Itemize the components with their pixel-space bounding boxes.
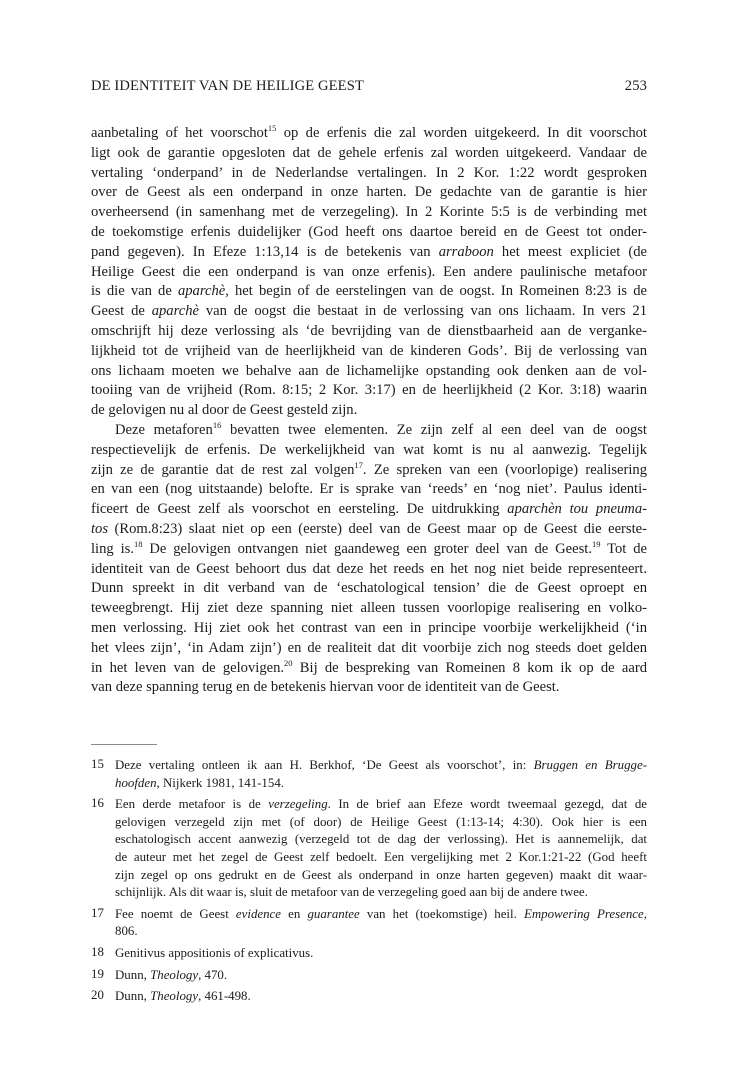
text-run: het vlees zijn’, ‘in Adam zijn’) en de realiteit dat dit voorbije zich nog steeds doet gelden [91, 639, 647, 656]
text-run: en [281, 906, 308, 921]
text-run: zijn ze de garantie dat de rest zal volgen [91, 461, 355, 478]
footnote [91, 906, 647, 941]
text-line [91, 144, 647, 164]
footnote-number: 18 [91, 944, 104, 959]
text-run: ficeert de Geest zelf als voorschot en eersteling. De uitdrukking [91, 501, 508, 518]
italic-run: Bruggen en Brugge- [533, 758, 647, 772]
text-run: , [643, 906, 647, 921]
text-line [91, 164, 647, 184]
text-line [91, 342, 647, 362]
footnote-line [115, 967, 647, 985]
text-run: en van een (nog uitstaande) belofte. Er is sprake van ‘reeds’ en ‘nog niet’. Paulus identi- [91, 481, 647, 498]
text-run: in het leven van de gelovigen. [91, 659, 285, 676]
footnote-line [115, 906, 647, 924]
text-run: Dunn spreekt in dit verband van de ‘eschatological tension’ die de Geest oproept en [91, 580, 647, 597]
text-run: teweegbrengt. Hij ziet deze spanning niet alleen tussen voorlopige realisering en volko- [91, 600, 647, 617]
text-run: overheersend (in samenhang met de verzegeling). In 2 Korinte 5:5 is de verbinding met [91, 204, 647, 221]
text-run: ling is. [91, 540, 134, 557]
text-run: bevatten twee elementen. Ze zijn zelf al een deel van de oogst [221, 421, 647, 438]
italic-run: evidence [235, 906, 282, 921]
footnote-text [115, 967, 647, 985]
text-line [91, 639, 647, 659]
footnote [91, 945, 647, 963]
text-line [91, 263, 647, 283]
text-run: . In de brief aan Efeze wordt tweemaal gezegd, dat de [327, 797, 647, 812]
running-header [91, 78, 647, 98]
italic-run: aparchèn tou pneuma- [507, 501, 647, 518]
italic-run: hoofden [115, 775, 157, 790]
text-line [91, 322, 647, 342]
text-run: Tot de [600, 540, 647, 557]
text-run: ligt ook de garantie opgesloten dat de gehele erfenis zal worden uitgekeerd. Vandaar de [91, 144, 647, 161]
footnote-reference[interactable]: 18 [133, 538, 143, 549]
italic-run: Theology [150, 989, 199, 1004]
footnote-line [115, 831, 647, 849]
footnote-line [115, 796, 647, 814]
text-run: tooiing van de vrijheid (Rom. 8:15; 2 Kor. 3:17) en de heerlijkheid (2 Kor. 3:18) waarin [91, 382, 647, 399]
text-run: het meest expliciet (de [493, 243, 647, 260]
text-run: van het (toekomstige) heil. [359, 906, 524, 921]
text-run: . Ze spreken van een (voorlopige) realisering [362, 461, 647, 478]
text-line [91, 243, 647, 263]
footnote [91, 967, 647, 985]
text-run: Dunn, [115, 967, 151, 982]
footnote-separator [91, 744, 157, 745]
footnote-text [115, 945, 647, 963]
text-line [91, 540, 647, 560]
text-line [91, 441, 647, 461]
text-run: , het begin of de eerstelingen van de oogst. In Romeinen 8:23 is de [225, 283, 647, 300]
italic-run: guarantee [307, 906, 360, 921]
text-line [91, 362, 647, 382]
text-line [91, 223, 647, 243]
italic-run: Theology [150, 967, 199, 982]
italic-run: verzegeling [268, 797, 328, 812]
text-run: Genitivus appositionis of explicativus. [115, 945, 314, 960]
italic-run: arraboon [438, 243, 494, 260]
paragraph [91, 124, 647, 421]
text-line [91, 302, 647, 322]
text-line [91, 183, 647, 203]
text-run: Geest de [91, 303, 152, 320]
italic-run: aparchè [151, 303, 199, 320]
text-run: is die van de [91, 283, 178, 300]
text-run: over de Geest als een onderpand in onze harten. De gedachte van de garantie is hier [91, 184, 647, 201]
text-run: , 461-498. [198, 989, 251, 1004]
footnote-reference[interactable]: 15 [267, 123, 277, 133]
text-run: vertaling ‘onderpand’ in de Nederlandse vertalingen. In 2 Kor. 1:22 wordt gesproken [91, 164, 647, 181]
text-run: , Nijkerk 1981, 141-154. [156, 775, 284, 790]
text-line [91, 461, 647, 481]
text-run: eschatologisch accent aanwezig (verzegeld tot de dag der verlossing). Het is aannemelijk, dat [115, 832, 647, 847]
italic-run: aparchè [177, 283, 226, 300]
text-line [91, 520, 647, 540]
footnote-line [115, 849, 647, 867]
text-line [91, 480, 647, 500]
text-run: Deze metaforen [115, 421, 213, 438]
footnote-number: 20 [91, 988, 104, 1003]
footnote-number: 16 [91, 796, 104, 811]
footnote-line [115, 757, 647, 775]
text-run: Deze vertaling ontleen ik aan H. Berkhof, ‘De Geest als voorschot’, in: [115, 758, 534, 772]
text-run: , 470. [198, 967, 228, 982]
footnote-reference[interactable]: 20 [284, 657, 293, 668]
footnote-line [115, 884, 647, 902]
footnote-line [115, 814, 647, 832]
footnote-reference[interactable]: 16 [212, 419, 222, 430]
text-run: omschrijft hij deze verlossing als ‘de bevrijding van de dienstbaarheid aan de verganke- [91, 322, 647, 339]
footnotes [91, 757, 647, 1006]
text-run: men verlossing. Hij ziet ook het contrast van een in principe voorbije werkelijkheid (‘in [91, 619, 647, 636]
text-run: Een derde metafoor is de [115, 797, 269, 812]
footnote-line [115, 775, 647, 793]
text-line [91, 401, 647, 421]
text-line [91, 579, 647, 599]
running-title: DE IDENTITEIT VAN DE HEILIGE GEEST [91, 78, 364, 94]
footnote-line [115, 923, 647, 941]
footnote-number: 17 [91, 905, 104, 920]
footnote [91, 796, 647, 902]
paragraph [91, 421, 647, 698]
italic-run: Empowering Presence [523, 906, 644, 921]
footnote-reference[interactable]: 17 [354, 459, 363, 470]
text-run: identiteit van de Geest behoort dus dat deze het reeds en het nog niet beide representeert. [91, 560, 647, 577]
text-run: zijn zegel op ons gedrukt en de Geest als onderpand in onze harten gegeven) maakt dit waar- [115, 867, 647, 882]
text-run: de auteur met het zegel de Geest zelf bedoelt. Een vergelijking met 2 Kor.1:21-22 (God heeft [115, 849, 647, 864]
text-line [91, 381, 647, 401]
text-run: respectievelijk de erfenis. De werkelijkheid van wat komt is nu al aanwezig. Tegelijk [91, 441, 647, 458]
text-run: van de oogst die bestaat in de verlossing van ons lichaam. In vers 21 [198, 303, 647, 320]
footnote-line [115, 867, 647, 885]
text-line [91, 619, 647, 639]
text-run: de toekomstige erfenis duidelijker (God heeft ons daartoe bereid en de Geest tot onder- [91, 223, 647, 240]
text-line [91, 599, 647, 619]
text-line [91, 421, 647, 441]
text-run: Bij de bespreking van Romeinen 8 kom ik op de aard [292, 659, 647, 676]
text-line [91, 282, 647, 302]
body-text [91, 124, 647, 698]
text-line [91, 203, 647, 223]
text-run: schijnlijk. Als dit waar is, sluit de metafoor van de verzegeling goed aan bij de andere twee. [115, 885, 588, 900]
text-run: Heilige Geest die een onderpand is van onze erfenis). Een andere paulinische metafoor [91, 263, 647, 280]
text-run: ons lichaam moeten we behalve aan de lichamelijke opstanding ook denken aan de vol- [91, 362, 647, 379]
footnote-text [115, 988, 647, 1006]
text-line [91, 124, 647, 144]
text-line [91, 500, 647, 520]
text-run: gelovigen verzegeld zijn met (of door) de Heilige Geest (1:13-14; 4:30). Ook hier is een [115, 814, 647, 829]
text-run: De gelovigen ontvangen niet gaandeweg een groter deel van de Geest. [142, 540, 592, 557]
footnote-text [115, 906, 647, 941]
text-line [91, 560, 647, 580]
page-number: 253 [624, 78, 647, 94]
footnote-text [115, 757, 647, 792]
text-line [91, 678, 647, 698]
italic-run: tos [91, 520, 109, 537]
text-line [91, 659, 647, 679]
text-run: op de erfenis die zal worden uitgekeerd. In dit voorschot [276, 125, 647, 141]
text-run: aanbetaling of het voorschot [91, 125, 268, 141]
text-run: (Rom.8:23) slaat niet op een (eerste) deel van de Geest maar op de Geest die eerste- [108, 520, 647, 537]
text-run: lijkheid tot de vrijheid van de heerlijkheid van de kinderen Gods’. Bij de verlossing van [91, 342, 647, 359]
footnote [91, 988, 647, 1006]
footnote-reference[interactable]: 19 [592, 538, 601, 549]
footnote-number: 19 [91, 966, 104, 981]
text-run: 806. [115, 924, 138, 939]
text-run: Dunn, [115, 989, 151, 1004]
footnote-line [115, 988, 647, 1006]
text-run: van deze spanning terug en de betekenis hiervan voor de identiteit van de Geest. [91, 679, 560, 696]
footnote-text [115, 796, 647, 902]
footnote-line [115, 945, 647, 963]
footnote-number: 15 [91, 757, 104, 771]
footnote [91, 757, 647, 792]
text-run: Fee noemt de Geest [115, 906, 236, 921]
text-run: de gelovigen nu al door de Geest gesteld zijn. [91, 402, 358, 419]
text-run: pand gegeven). In Efeze 1:13,14 is de betekenis van [91, 243, 439, 260]
